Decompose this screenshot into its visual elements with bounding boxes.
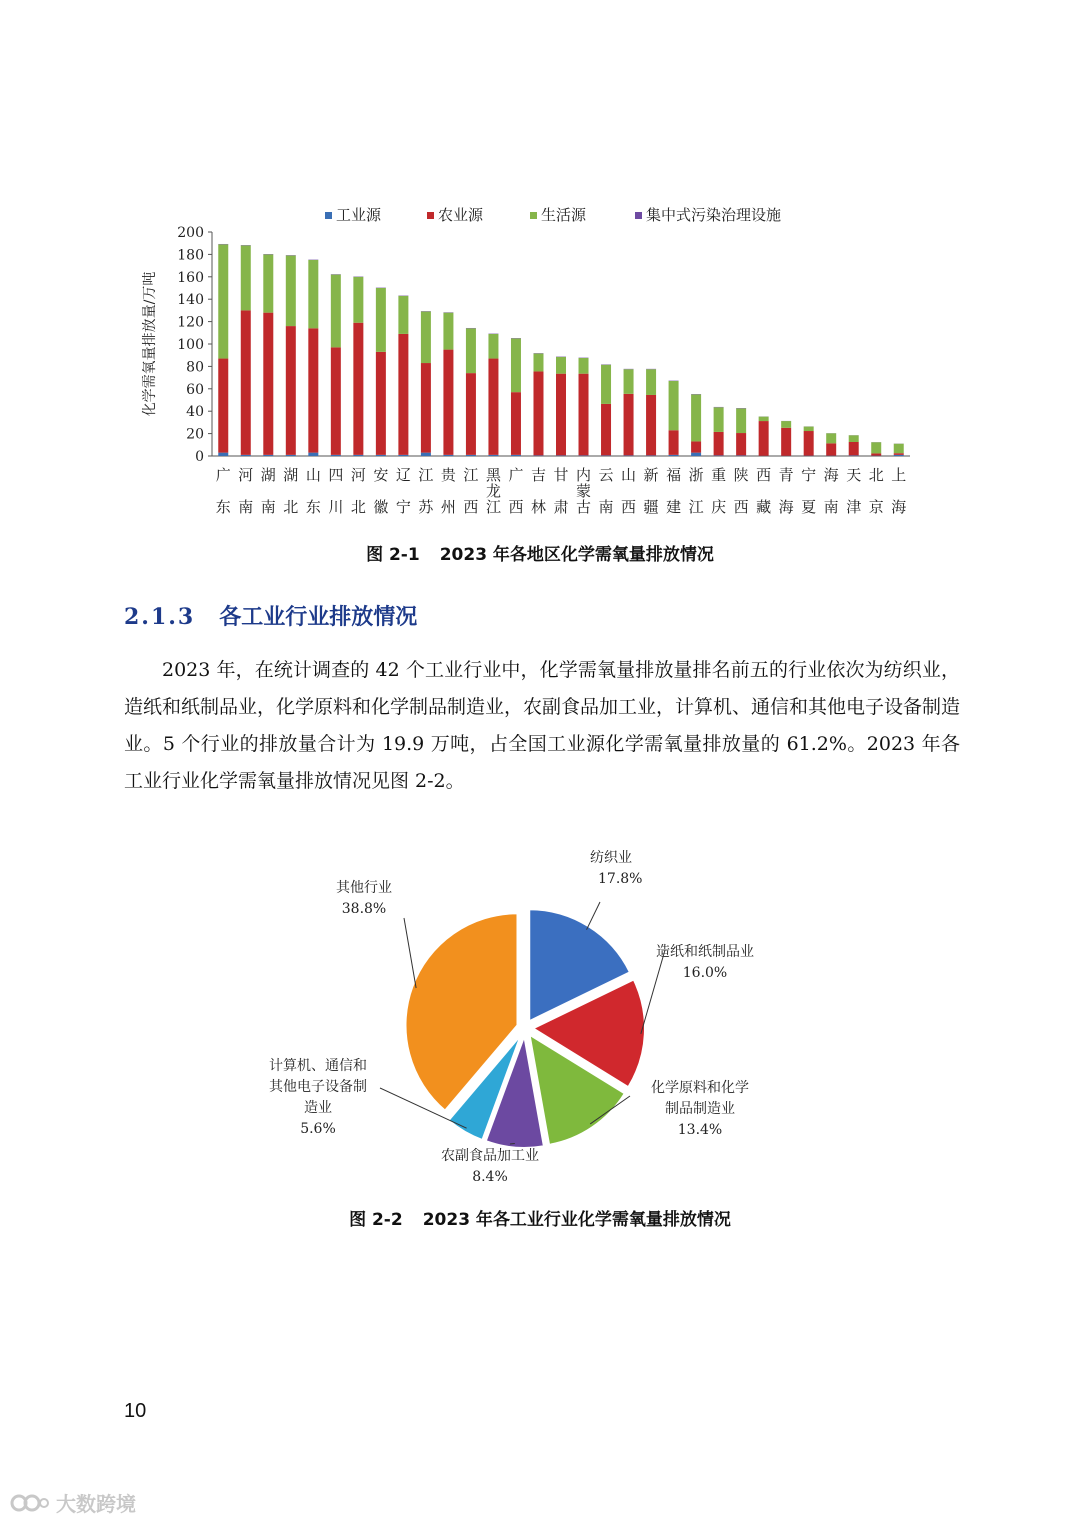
regional-cod-stacked-bar-chart [130, 196, 920, 526]
bar-segment [218, 359, 228, 453]
y-tick-label: 20 [186, 426, 204, 443]
bar-segment [241, 245, 251, 310]
legend-label: 农业源 [438, 206, 484, 224]
bar-segment [308, 453, 318, 456]
bar-segment [443, 455, 453, 456]
industry-cod-pie-chart [230, 838, 810, 1193]
figure-2-2-caption [0, 1205, 1080, 1230]
bar-segment [849, 455, 859, 456]
x-category-label: 山西 [621, 466, 637, 516]
legend-swatch [427, 212, 434, 219]
bar-segment [691, 394, 701, 441]
bar-segment [759, 417, 769, 421]
x-category-label: 新疆 [643, 466, 659, 516]
bar-segment [308, 260, 318, 328]
bar-segment [826, 433, 836, 443]
x-category-label: 广东 [215, 466, 231, 516]
bar-segment [376, 455, 386, 456]
bar-segment [218, 244, 228, 358]
bar-segment [624, 369, 634, 394]
pie-label: 农副食品加工业 8.4% [441, 1148, 539, 1185]
bar-segment [894, 455, 904, 456]
bar-segment [669, 430, 679, 455]
bar-segment [759, 421, 769, 456]
x-category-label: 河北 [350, 466, 366, 516]
x-category-label: 黑龙江 [485, 466, 501, 516]
legend-label: 生活源 [541, 206, 587, 224]
x-category-label: 四川 [328, 466, 344, 516]
bar-segment [466, 328, 476, 373]
bar-segment [804, 431, 814, 456]
x-category-label: 湖南 [260, 466, 276, 516]
x-category-label: 上海 [891, 466, 907, 516]
bar-segment [488, 334, 498, 359]
legend-swatch [635, 212, 642, 219]
bar-segment [849, 442, 859, 455]
x-category-label: 天津 [846, 466, 862, 516]
bar-segment [533, 371, 543, 455]
figure-2-2-number: 图 2-2 [349, 1210, 403, 1230]
bar-segment [376, 352, 386, 455]
x-category-label: 陕西 [733, 466, 749, 516]
x-category-label: 内蒙古 [576, 466, 592, 516]
bar-segment [849, 435, 859, 442]
bar-segment [353, 455, 363, 456]
bar-segment [353, 323, 363, 455]
bar-segment [286, 326, 296, 455]
bar-segment [714, 432, 724, 456]
legend-label: 工业源 [336, 206, 382, 224]
bar-segment [398, 455, 408, 456]
figure-2-1-title: 2023 年各地区化学需氧量排放情况 [439, 545, 714, 565]
bar-segment [263, 254, 273, 312]
bar-segment [421, 453, 431, 456]
x-category-label: 甘肃 [553, 466, 569, 516]
bar-segment [286, 455, 296, 456]
bar-segment [736, 433, 746, 455]
bar-segment [398, 296, 408, 334]
bar-segment [511, 338, 521, 392]
bar-segment [871, 442, 881, 453]
x-category-label: 福建 [666, 466, 682, 516]
y-tick-label: 160 [177, 269, 204, 286]
pie-label: 造纸和纸制品业 16.0% [656, 944, 754, 981]
bar-segment [421, 312, 431, 364]
bar-segment [263, 455, 273, 456]
bar-segment [714, 455, 724, 456]
bar-segment [736, 455, 746, 456]
x-category-label: 河南 [238, 466, 254, 516]
x-category-label: 海南 [823, 466, 839, 516]
bar-segment [691, 453, 701, 456]
watermark-text: 大数跨境 [56, 1492, 136, 1516]
section-number: 2.1.3 [124, 604, 196, 630]
bar-segment [781, 421, 791, 428]
bar-segment [443, 350, 453, 455]
bar-segment [624, 394, 634, 456]
bar-segment [218, 453, 228, 456]
x-category-label: 山东 [305, 466, 321, 516]
x-category-label: 重庆 [711, 466, 727, 516]
section-heading [124, 600, 417, 631]
figure-2-2-title: 2023 年各工业行业化学需氧量排放情况 [422, 1210, 731, 1230]
section-title: 各工业行业排放情况 [219, 604, 418, 630]
page-number: 10 [124, 1400, 147, 1422]
pie-leader-line [404, 918, 416, 988]
bar-segment [421, 363, 431, 453]
x-category-label: 云南 [598, 466, 614, 516]
bar-segment [646, 395, 656, 455]
x-category-label: 宁夏 [801, 466, 817, 516]
bar-segment [443, 313, 453, 350]
bar-segment [691, 441, 701, 452]
x-category-label: 安徽 [373, 466, 389, 516]
x-category-label: 青海 [778, 466, 794, 516]
legend-swatch [530, 212, 537, 219]
bar-segment [533, 455, 543, 456]
bar-segment [894, 444, 904, 454]
bar-segment [826, 443, 836, 455]
bar-segment [511, 392, 521, 455]
body-paragraph: 2023 年，在统计调查的 42 个工业行业中，化学需氧量排放量排名前五的行业依次为纺织业，造纸和纸制品业，化学原料和化学制品制造业，农副食品加工业，计算机、通信和其他电子设备制造业。5 个行业的排放量合计为 19.9 万吨，占全国工业源化学需氧量排放量的 61.2%。2023 年各工业行业化学需氧量排放情况见图 2-2。 [124, 659, 961, 792]
watermark [10, 1488, 136, 1517]
pie-label: 纺织业 17.8% [590, 850, 643, 887]
pie-leader-line [641, 950, 665, 1034]
pie-label: 其他行业 38.8% [336, 880, 392, 917]
bar-segment [398, 334, 408, 455]
bar-segment [646, 455, 656, 456]
bar-segment [376, 288, 386, 352]
bar-segment [579, 358, 589, 374]
bar-segment [488, 455, 498, 456]
y-tick-label: 140 [177, 292, 204, 309]
x-category-label: 湖北 [283, 466, 299, 516]
y-tick-label: 200 [177, 225, 204, 241]
bar-segment [601, 404, 611, 456]
bar-segment [579, 374, 589, 456]
y-tick-label: 40 [186, 404, 204, 421]
bar-segment [331, 275, 341, 348]
pie-label: 计算机、通信和其他电子设备制造业 5.6% [269, 1058, 367, 1137]
x-category-label: 辽宁 [395, 466, 411, 516]
bar-segment [533, 354, 543, 372]
x-category-label: 吉林 [530, 466, 546, 516]
bar-segment [488, 359, 498, 455]
bar-segment [646, 369, 656, 395]
y-tick-label: 60 [186, 381, 204, 398]
bar-segment [286, 256, 296, 327]
bar-segment [669, 381, 679, 430]
bar-segment [308, 328, 318, 452]
bar-segment [871, 453, 881, 455]
bar-segment [601, 455, 611, 456]
bar-segment [511, 455, 521, 456]
bar-segment [601, 365, 611, 404]
watermark-logo-icon [10, 1490, 50, 1516]
bar-segment [263, 313, 273, 455]
bar-segment [331, 455, 341, 456]
x-category-label: 江西 [463, 466, 479, 516]
figure-2-1-caption [0, 540, 1080, 565]
bar-segment [556, 374, 566, 456]
bar-segment [466, 373, 476, 455]
bar-segment [781, 428, 791, 456]
bar-segment [624, 455, 634, 456]
y-tick-label: 120 [177, 314, 204, 331]
bar-segment [466, 455, 476, 456]
bar-segment [556, 455, 566, 456]
y-tick-label: 80 [186, 359, 204, 376]
x-category-label: 浙江 [688, 466, 704, 516]
bar-segment [579, 455, 589, 456]
x-category-label: 西藏 [756, 466, 772, 516]
bar-segment [804, 427, 814, 431]
x-category-label: 北京 [868, 466, 884, 516]
bar-segment [241, 310, 251, 454]
bar-segment [353, 277, 363, 323]
bar-segment [241, 455, 251, 456]
bar-segment [556, 357, 566, 374]
pie-leader-line [587, 902, 600, 930]
y-tick-label: 100 [177, 337, 204, 353]
figure-2-1-number: 图 2-1 [366, 545, 420, 565]
y-axis-label: 化学需氧量排放量/万吨 [142, 271, 158, 417]
pie-label: 化学原料和化学制品制造业 13.4% [651, 1080, 749, 1138]
x-category-label: 广西 [508, 466, 524, 516]
bar-segment [736, 408, 746, 433]
bar-segment [669, 455, 679, 456]
legend-swatch [325, 212, 332, 219]
legend-label: 集中式污染治理设施 [646, 206, 782, 224]
x-category-label: 贵州 [440, 466, 456, 516]
bar-segment [894, 453, 904, 455]
x-category-label: 江苏 [418, 466, 434, 516]
y-tick-label: 0 [195, 449, 204, 465]
bar-segment [714, 407, 724, 432]
y-tick-label: 180 [177, 247, 204, 264]
bar-segment [331, 347, 341, 455]
